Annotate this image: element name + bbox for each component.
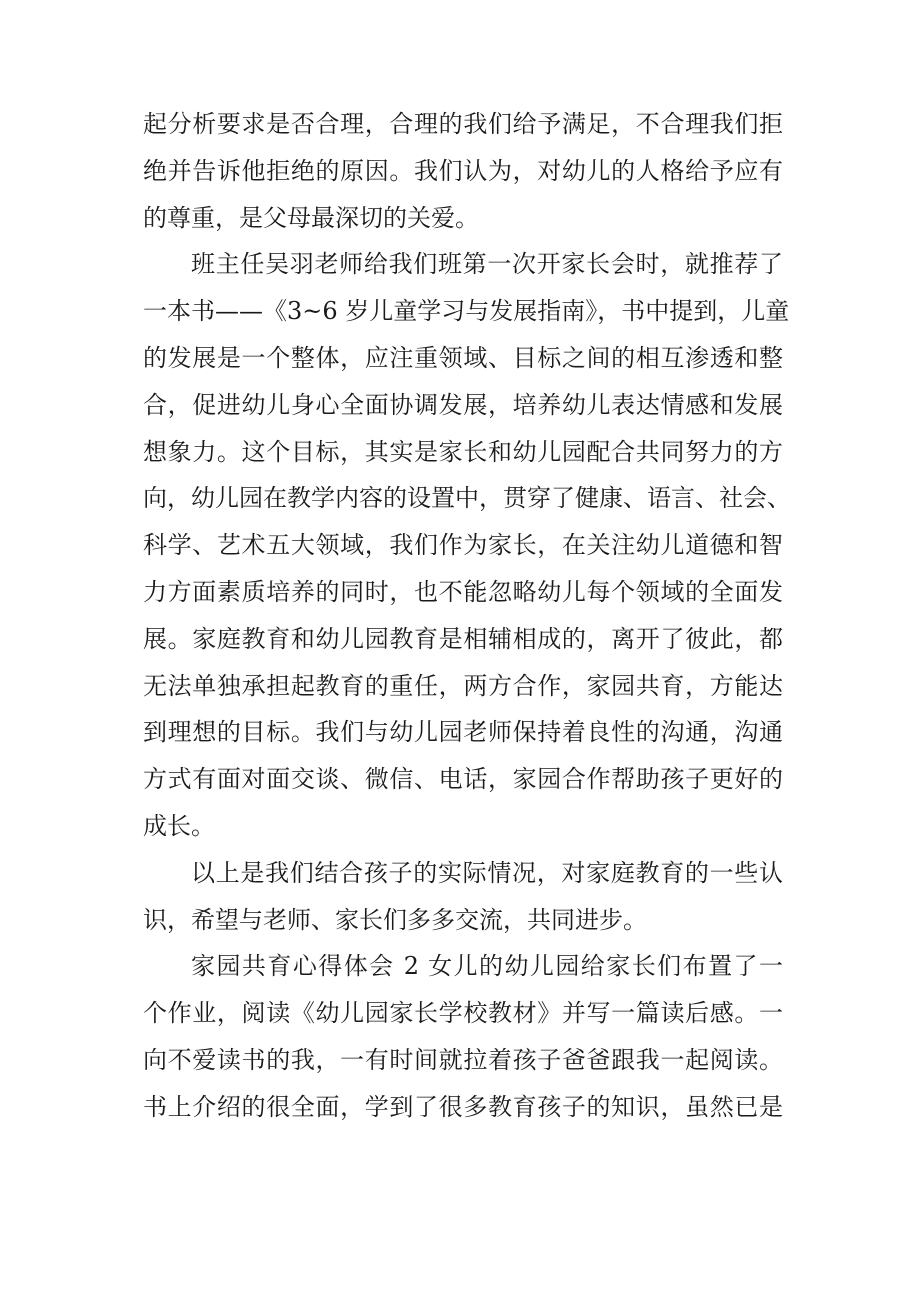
- text-line: 起分析要求是否合理，合理的我们给予满足，不合理我们拒: [143, 110, 783, 138]
- text-line: 合，促进幼儿身心全面协调发展，培养幼儿表达情感和发展: [143, 390, 783, 419]
- text-line: 成长。: [143, 811, 215, 840]
- text-line: 书上介绍的很全面，学到了很多教育孩子的知识，虽然已是: [143, 1092, 783, 1121]
- text-line: 向，幼儿园在教学内容的设置中，贯穿了健康、语言、社会、: [143, 484, 791, 513]
- text-line: 到理想的目标。我们与幼儿园老师保持着良性的沟通，沟通: [143, 718, 783, 747]
- text-line: 想象力。这个目标，其实是家长和幼儿园配合共同努力的方: [143, 437, 783, 466]
- text-line: 家园共育心得体会 2 女儿的幼儿园给家长们布置了一: [191, 952, 783, 981]
- text-line: 的尊重，是父母最深切的关爱。: [143, 203, 479, 232]
- text-line: 方式有面对面交谈、微信、电话，家园合作帮助孩子更好的: [143, 765, 783, 794]
- document-body: [143, 101, 791, 1131]
- text-line: 科学、艺术五大领域，我们作为家长，在关注幼儿道德和智: [143, 531, 783, 560]
- text-line: 一本书——《3~6 岁儿童学习与发展指南》，书中提到，儿童: [143, 297, 790, 326]
- text-line: 班主任吴羽老师给我们班第一次开家长会时，就推荐了: [191, 250, 783, 279]
- text-line: 识，希望与老师、家长们多多交流，共同进步。: [143, 905, 647, 934]
- text-line: 无法单独承担起教育的重任，两方合作，家园共育，方能达: [143, 671, 783, 700]
- text-line: 绝并告诉他拒绝的原因。我们认为，对幼儿的人格给予应有: [143, 156, 783, 185]
- text-line: 以上是我们结合孩子的实际情况，对家庭教育的一些认: [191, 858, 783, 887]
- text-line: 力方面素质培养的同时，也不能忽略幼儿每个领域的全面发: [143, 577, 783, 606]
- text-line: 个作业，阅读《幼儿园家长学校教材》并写一篇读后感。一: [143, 999, 783, 1028]
- text-line: 向不爱读书的我，一有时间就拉着孩子爸爸跟我一起阅读。: [143, 1045, 783, 1074]
- text-line: 展。家庭教育和幼儿园教育是相辅相成的，离开了彼此，都: [143, 624, 783, 653]
- text-line: 的发展是一个整体，应注重领域、目标之间的相互渗透和整: [143, 343, 783, 372]
